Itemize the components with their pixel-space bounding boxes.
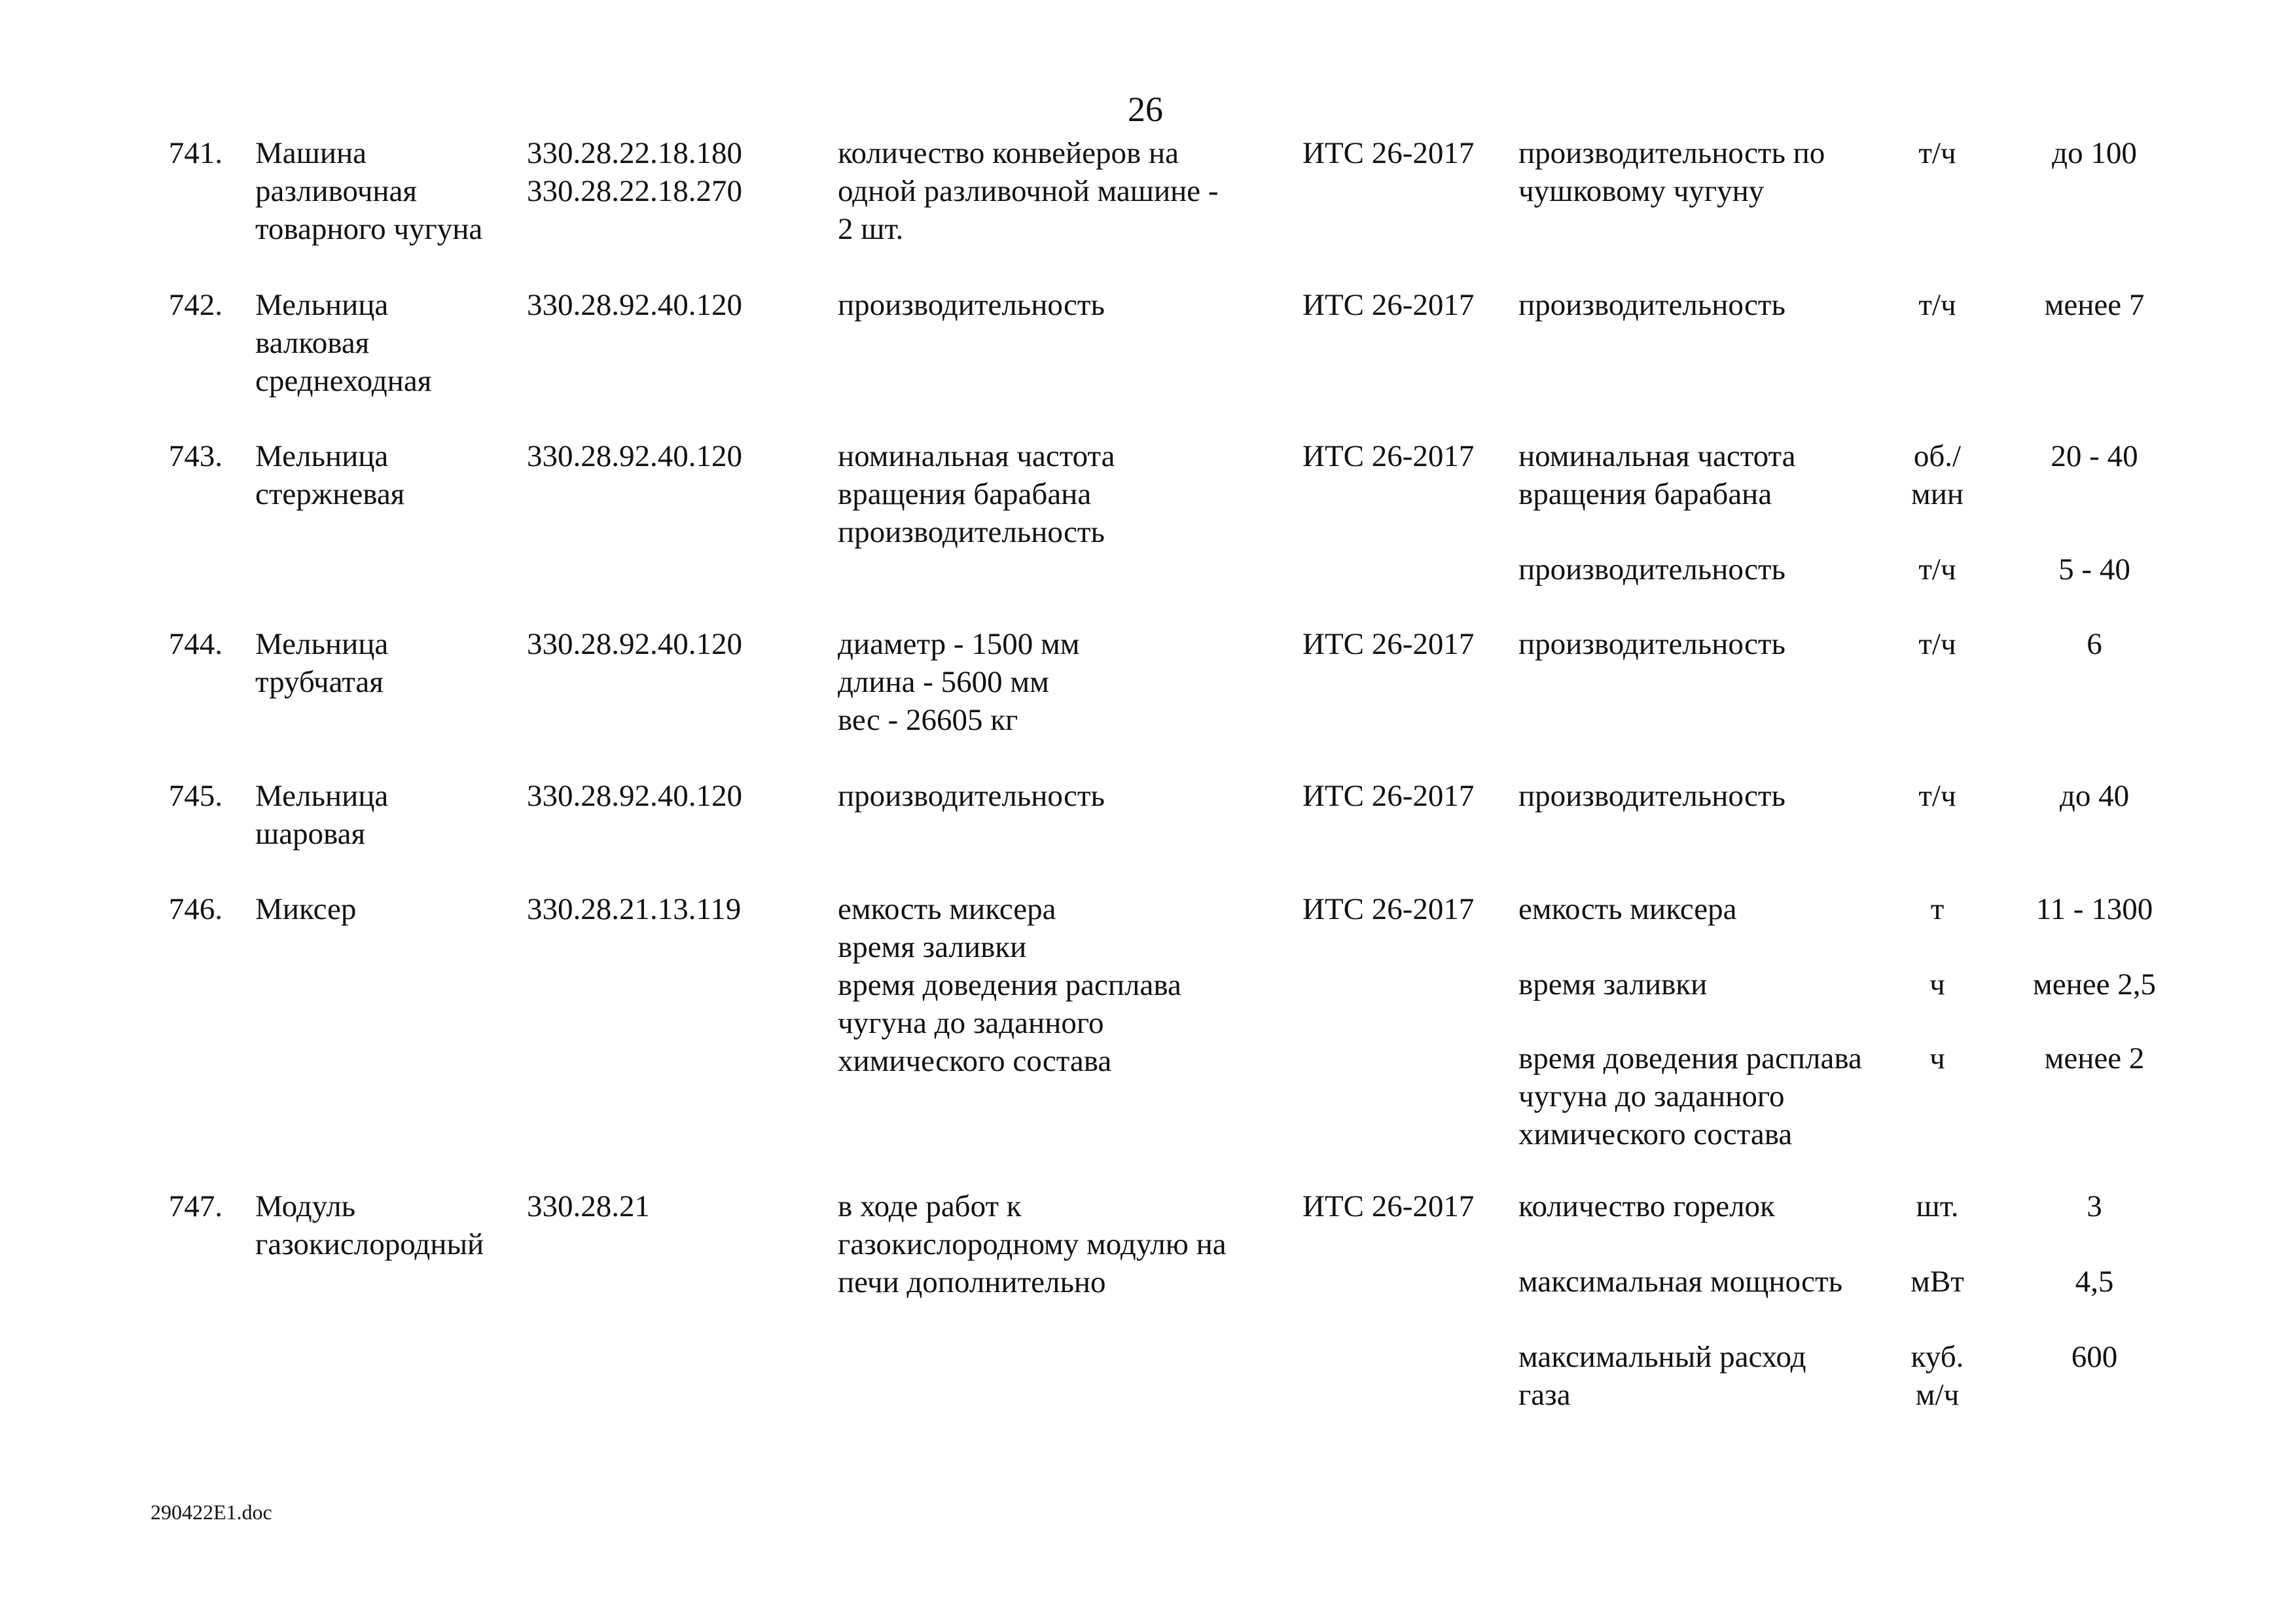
okpd-code [527,1187,815,1225]
okpd-code-line: 330.28.21.13.119 [527,892,742,926]
parameter-unit [1888,1039,1986,1077]
parameter-value: менее 7 [2044,288,2145,322]
equipment-name-line: Мельница [255,779,389,813]
equipment-description [838,286,1283,324]
okpd-code [527,286,815,324]
equipment-name-line: стержневая [255,477,405,511]
parameter-unit [1888,625,1986,663]
equipment-name-line: газокислородный [255,1227,484,1261]
equipment-name-line: трубчатая [255,665,384,699]
parameter-name [1518,1338,1924,1414]
parameter-value: 5 - 40 [2058,552,2130,586]
okpd-code-line: 330.28.21 [527,1189,650,1223]
equipment-name-line: среднеходная [255,364,432,398]
equipment-description-line: количество конвейеров на [838,136,1179,170]
parameter-value: менее 2,5 [2033,967,2156,1001]
parameter-unit-line: т [1930,892,1945,926]
its-standard: ИТС 26-2017 [1302,627,1475,661]
parameter-unit [1888,890,1986,928]
parameter-name [1518,1187,1924,1225]
okpd-code [527,777,815,815]
parameter-value: 20 - 40 [2051,439,2138,473]
okpd-code-line: 330.28.92.40.120 [527,779,742,813]
equipment-name-line: Модуль [255,1189,356,1223]
parameter-name [1518,134,1924,210]
equipment-description-line: время доведения расплава [838,968,1181,1002]
parameter-unit-line: т/ч [1918,627,1956,661]
parameter-unit-line: ч [1929,967,1945,1001]
parameter-unit-line: об./ [1913,439,1962,473]
parameter-name-line: максимальная мощность [1518,1265,1843,1299]
page-number: 26 [1128,90,1163,129]
parameter-unit [1888,286,1986,324]
equipment-description-line: диаметр - 1500 мм [838,627,1080,661]
equipment-description-line: емкость миксера [838,892,1056,926]
okpd-code [527,437,815,475]
parameter-name [1518,625,1924,663]
parameter-value: менее 2 [2044,1041,2145,1075]
parameter-unit [1888,134,1986,172]
equipment-name-line: товарного чугуна [255,212,483,246]
equipment-description-line: время заливки [838,930,1027,964]
parameter-unit-line: т/ч [1918,136,1956,170]
equipment-description-line: производительность [838,288,1105,322]
parameter-name-line: чугуна до заданного [1518,1079,1785,1113]
okpd-code [527,890,815,928]
equipment-name-line: шаровая [255,817,366,851]
equipment-description [838,777,1283,815]
its-standard: ИТС 26-2017 [1302,439,1475,473]
equipment-description-line: одной разливочной машине - [838,174,1219,208]
okpd-code-line: 330.28.22.18.180 [527,136,742,170]
okpd-code [527,134,815,210]
parameter-name-line: химического состава [1518,1117,1793,1151]
its-standard: ИТС 26-2017 [1302,779,1475,813]
its-standard: ИТС 26-2017 [1302,1189,1475,1223]
parameter-name [1518,437,1924,513]
okpd-code [527,625,815,663]
okpd-code-line: 330.28.92.40.120 [527,439,742,473]
parameter-value: 6 [2087,627,2102,661]
its-standard: ИТС 26-2017 [1302,288,1475,322]
equipment-description-line: химического состава [838,1044,1112,1078]
parameter-name-line: производительность [1518,552,1785,586]
equipment-name-line: Мельница [255,288,389,322]
parameter-unit [1888,777,1986,815]
parameter-name-line: производительность [1518,288,1785,322]
equipment-name-line: Мельница [255,627,389,661]
parameter-unit [1888,1263,1986,1301]
parameter-value: 3 [2087,1189,2102,1223]
parameter-unit-line: мин [1910,477,1964,511]
parameter-value: до 40 [2059,779,2130,813]
row-number: 744. [168,627,223,661]
equipment-description [838,134,1283,248]
equipment-description-line: производительность [838,515,1105,549]
row-number: 742. [168,288,223,322]
equipment-description-line: чугуна до заданного [838,1006,1104,1040]
parameter-value: 4,5 [2075,1265,2114,1299]
parameter-name-line: емкость миксера [1518,892,1737,926]
parameter-unit-line: ч [1929,1041,1945,1075]
equipment-name-line: валковая [255,326,370,360]
equipment-description-line: вес - 26605 кг [838,703,1018,737]
its-standard: ИТС 26-2017 [1302,892,1475,926]
parameter-name-line: максимальный расход [1518,1340,1806,1374]
parameter-name [1518,550,1924,588]
parameter-unit-line: т/ч [1918,779,1956,813]
parameter-name [1518,890,1924,928]
parameter-name-line: производительность [1518,627,1785,661]
parameter-unit-line: шт. [1916,1189,1959,1223]
parameter-name [1518,1263,1924,1301]
equipment-name [255,1187,530,1263]
parameter-unit-line: т/ч [1918,288,1956,322]
equipment-name-line: Миксер [255,892,357,926]
equipment-name [255,890,530,928]
parameter-unit [1888,965,1986,1003]
footer-filename: 290422E1.doc [151,1500,272,1524]
okpd-code-line: 330.28.92.40.120 [527,288,742,322]
parameter-name [1518,286,1924,324]
parameter-name-line: газа [1518,1378,1571,1412]
equipment-description [838,437,1283,551]
parameter-unit-line: мВт [1910,1265,1964,1299]
equipment-description [838,890,1283,1080]
parameter-value: 600 [2071,1340,2118,1374]
equipment-name-line: Мельница [255,439,389,473]
row-number: 741. [168,136,223,170]
okpd-code-line: 330.28.92.40.120 [527,627,742,661]
equipment-name [255,286,530,400]
row-number: 745. [168,779,223,813]
equipment-description [838,1187,1283,1301]
parameter-unit [1888,550,1986,588]
equipment-name [255,437,530,513]
equipment-description-line: производительность [838,779,1105,813]
equipment-description-line: печи дополнительно [838,1265,1106,1299]
parameter-name-line: производительность по [1518,136,1825,170]
parameter-value: 11 - 1300 [2036,892,2153,926]
row-number: 747. [168,1189,223,1223]
parameter-name [1518,777,1924,815]
equipment-name-line: разливочная [255,174,417,208]
parameter-name-line: чушковому чугуну [1518,174,1765,208]
parameter-name-line: производительность [1518,779,1785,813]
equipment-description-line: номинальная частота [838,439,1115,473]
row-number: 743. [168,439,223,473]
equipment-description-line: газокислородному модулю на [838,1227,1227,1261]
equipment-description-line: длина - 5600 мм [838,665,1049,699]
parameter-unit-line: т/ч [1918,552,1956,586]
its-standard: ИТС 26-2017 [1302,136,1475,170]
parameter-unit [1888,437,1986,513]
equipment-name [255,134,530,248]
parameter-unit [1888,1338,1986,1414]
equipment-description-line: вращения барабана [838,477,1092,511]
equipment-description [838,625,1283,739]
parameter-name-line: время доведения расплава [1518,1041,1862,1075]
equipment-description-line: в ходе работ к [838,1189,1022,1223]
parameter-value: до 100 [2052,136,2137,170]
parameter-name-line: время заливки [1518,967,1708,1001]
row-number: 746. [168,892,223,926]
parameter-unit [1888,1187,1986,1225]
parameter-unit-line: м/ч [1915,1378,1960,1412]
parameter-name-line: количество горелок [1518,1189,1775,1223]
equipment-name [255,625,530,701]
parameter-name [1518,965,1924,1003]
parameter-name [1518,1039,1924,1153]
parameter-unit-line: куб. [1910,1340,1964,1374]
parameter-name-line: номинальная частота [1518,439,1796,473]
equipment-name [255,777,530,853]
equipment-name-line: Машина [255,136,367,170]
parameter-name-line: вращения барабана [1518,477,1772,511]
okpd-code-line: 330.28.22.18.270 [527,174,742,208]
equipment-description-line: 2 шт. [838,212,904,246]
